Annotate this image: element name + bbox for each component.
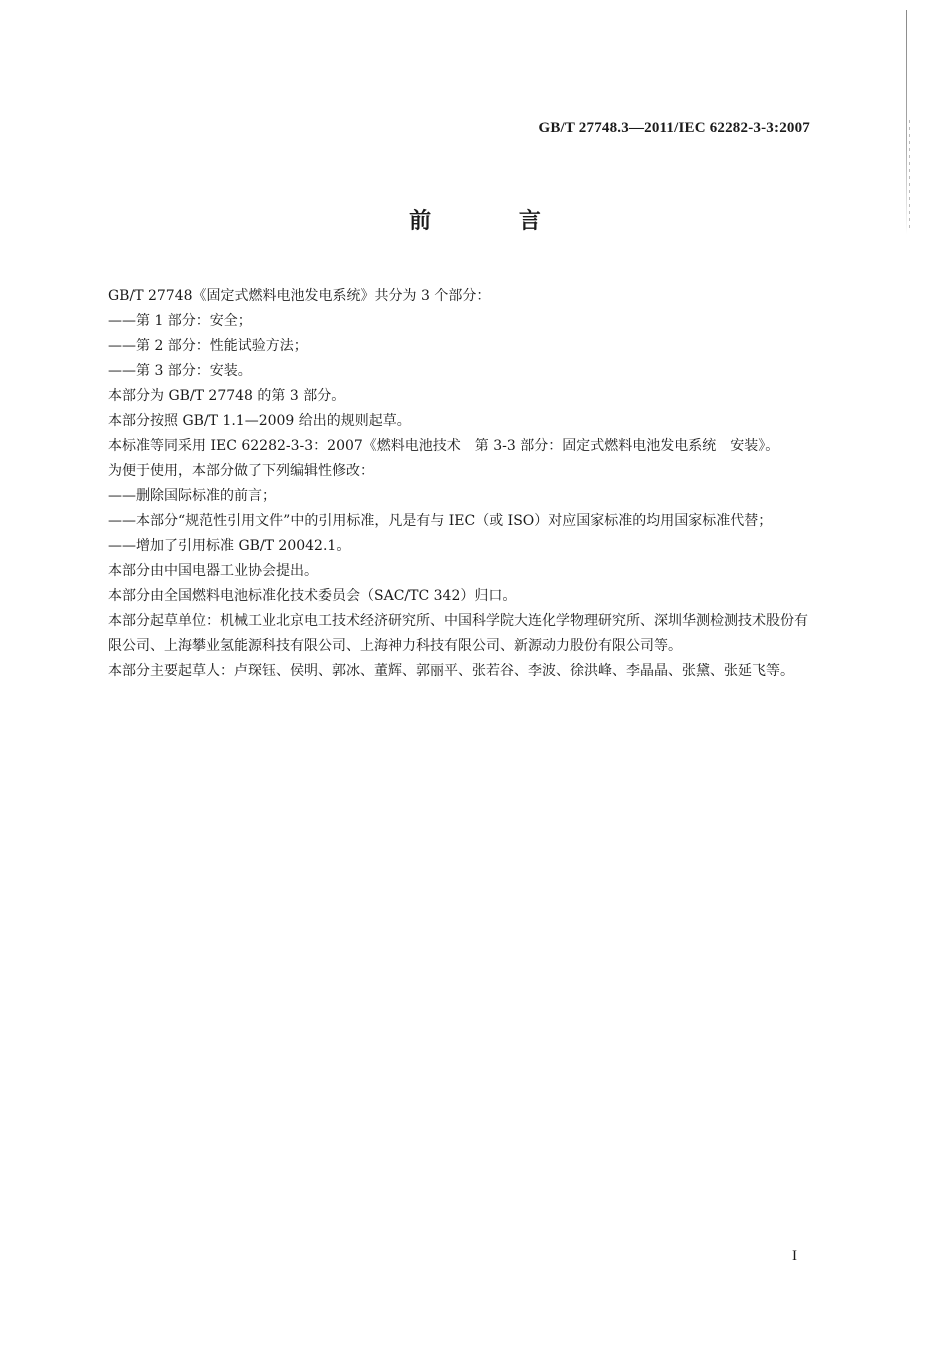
standard-code: GB/T 27748.3—2011/IEC 62282-3-3:2007 (538, 120, 810, 136)
scan-edge-line (906, 10, 907, 235)
paragraph-drafting-units: 本部分起草单位：机械工业北京电工技术经济研究所、中国科学院大连化学物理研究所、深圳华测检测技术股份有限公司、上海攀业氢能源科技有限公司、上海神力科技有限公司、新源动力股份有限公司等。 (108, 613, 808, 654)
paragraph-proposed-by: 本部分由中国电器工业协会提出。 (108, 563, 318, 579)
page-number: I (792, 1248, 797, 1264)
paragraph-drafters: 本部分主要起草人：卢琛钰、侯明、郭冰、董辉、郭丽平、张若谷、李波、徐洪峰、李晶晶、张黛、张延飞等。 (108, 663, 794, 679)
list-item-part-3: ——第 3 部分：安装。 (108, 363, 252, 379)
list-item-edit-2: ——本部分“规范性引用文件”中的引用标准，凡是有与 IEC（或 ISO）对应国家标准的均用国家标准代替； (108, 513, 773, 529)
page-title: 前 言 (409, 209, 581, 234)
paragraph-equivalent-iec: 本标准等同采用 IEC 62282-3-3：2007《燃料电池技术 第 3-3 部分：固定式燃料电池发电系统 安装》。 (108, 438, 780, 454)
paragraph-administered-by: 本部分由全国燃料电池标准化技术委员会（SAC/TC 342）归口。 (108, 588, 517, 604)
list-item-part-1: ——第 1 部分：安全； (108, 313, 252, 329)
list-item-part-2: ——第 2 部分：性能试验方法； (108, 338, 308, 354)
paragraph-drafting-rules: 本部分按照 GB/T 1.1—2009 给出的规则起草。 (108, 413, 411, 429)
paragraph-editorial-intro: 为便于使用，本部分做了下列编辑性修改： (108, 463, 374, 479)
paragraph-parts-intro: GB/T 27748《固定式燃料电池发电系统》共分为 3 个部分： (108, 288, 491, 304)
paragraph-this-part: 本部分为 GB/T 27748 的第 3 部分。 (108, 388, 346, 404)
list-item-edit-1: ——删除国际标准的前言； (108, 488, 276, 504)
list-item-edit-3: ——增加了引用标准 GB/T 20042.1。 (108, 538, 351, 554)
foreword-body (80, 284, 820, 684)
